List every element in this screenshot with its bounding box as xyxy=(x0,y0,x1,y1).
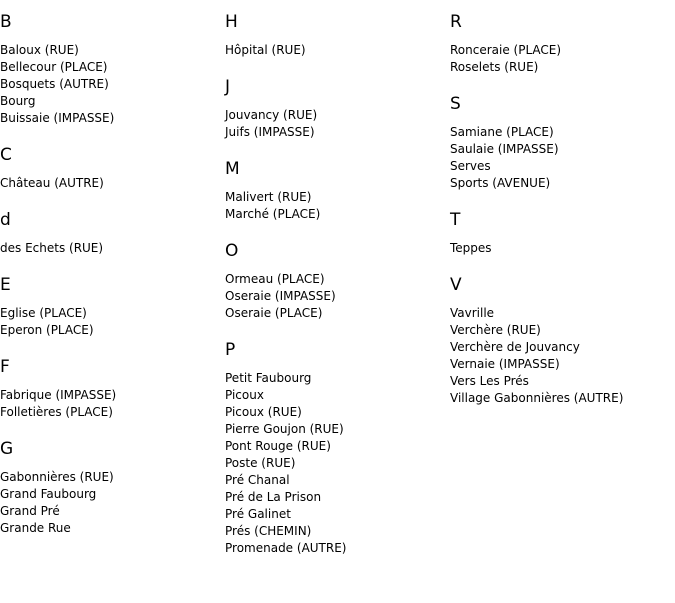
street-link-serves[interactable]: Serves xyxy=(450,159,491,173)
street-link-saulaie-impasse[interactable]: Saulaie (IMPASSE) xyxy=(450,142,559,156)
street-link-roselets-rue[interactable]: Roselets (RUE) xyxy=(450,60,539,74)
letter-heading: G xyxy=(0,439,14,459)
street-link-malivert-rue[interactable]: Malivert (RUE) xyxy=(225,190,312,204)
street-list xyxy=(0,42,225,127)
street-link-teppes[interactable]: Teppes xyxy=(450,241,492,255)
street-link-pre-galinet[interactable]: Pré Galinet xyxy=(225,507,291,521)
street-link-eglise-place[interactable]: Eglise (PLACE) xyxy=(0,306,87,320)
letter-heading: C xyxy=(0,145,12,165)
letter-group-t xyxy=(450,198,675,263)
letter-group-e xyxy=(0,263,225,345)
street-index-column-1 xyxy=(0,0,225,543)
street-link-grand-pre[interactable]: Grand Pré xyxy=(0,504,60,518)
street-link-chateau-autre[interactable]: Château (AUTRE) xyxy=(0,176,104,190)
street-list xyxy=(0,387,225,421)
street-list xyxy=(225,189,450,223)
street-link-bourg[interactable]: Bourg xyxy=(0,94,36,108)
street-link-grande-rue[interactable]: Grande Rue xyxy=(0,521,71,535)
street-link-verchere-de-jouvancy[interactable]: Verchère de Jouvancy xyxy=(450,340,580,354)
street-link-eperon-place[interactable]: Eperon (PLACE) xyxy=(0,323,94,337)
street-link-pont-rouge-rue[interactable]: Pont Rouge (RUE) xyxy=(225,439,331,453)
letter-group-b xyxy=(0,0,225,133)
street-list xyxy=(225,42,450,59)
letter-group-m xyxy=(225,147,450,229)
letter-group-c xyxy=(0,133,225,198)
street-link-jouvancy-rue[interactable]: Jouvancy (RUE) xyxy=(225,108,318,122)
letter-group-s xyxy=(450,82,675,198)
street-index-column-3 xyxy=(450,0,675,413)
street-link-juifs-impasse[interactable]: Juifs (IMPASSE) xyxy=(225,125,315,139)
street-link-bellecour-place[interactable]: Bellecour (PLACE) xyxy=(0,60,108,74)
letter-group-p xyxy=(225,328,450,563)
street-link-village-gabonnieres-autre[interactable]: Village Gabonnières (AUTRE) xyxy=(450,391,624,405)
street-link-marche-place[interactable]: Marché (PLACE) xyxy=(225,207,321,221)
letter-heading: M xyxy=(225,159,240,179)
street-link-ronceraie-place[interactable]: Ronceraie (PLACE) xyxy=(450,43,562,57)
street-link-hopital-rue[interactable]: Hôpital (RUE) xyxy=(225,43,306,57)
street-link-folletieres-place[interactable]: Folletières (PLACE) xyxy=(0,405,113,419)
street-link-promenade-autre[interactable]: Promenade (AUTRE) xyxy=(225,541,347,555)
letter-group-f xyxy=(0,345,225,427)
letter-group-o xyxy=(225,229,450,328)
street-list xyxy=(225,271,450,322)
street-list xyxy=(450,42,675,76)
street-link-petit-faubourg[interactable]: Petit Faubourg xyxy=(225,371,312,385)
street-link-vernaie-impasse[interactable]: Vernaie (IMPASSE) xyxy=(450,357,560,371)
letter-group-v xyxy=(450,263,675,413)
street-link-pre-chanal[interactable]: Pré Chanal xyxy=(225,473,290,487)
street-link-baloux-rue[interactable]: Baloux (RUE) xyxy=(0,43,79,57)
street-list xyxy=(0,469,225,537)
street-list xyxy=(225,107,450,141)
street-link-ormeau-place[interactable]: Ormeau (PLACE) xyxy=(225,272,325,286)
street-link-pre-de-la-prison[interactable]: Pré de La Prison xyxy=(225,490,322,504)
letter-heading: P xyxy=(225,340,236,360)
street-list xyxy=(225,370,450,557)
letter-heading: d xyxy=(0,210,11,230)
street-link-gabonnieres-rue[interactable]: Gabonnières (RUE) xyxy=(0,470,114,484)
letter-heading: S xyxy=(450,94,461,114)
letter-heading: O xyxy=(225,241,239,261)
street-link-fabrique-impasse[interactable]: Fabrique (IMPASSE) xyxy=(0,388,117,402)
street-link-oseraie-place[interactable]: Oseraie (PLACE) xyxy=(225,306,323,320)
street-link-buissaie-impasse[interactable]: Buissaie (IMPASSE) xyxy=(0,111,115,125)
street-link-oseraie-impasse[interactable]: Oseraie (IMPASSE) xyxy=(225,289,336,303)
street-link-pres-chemin[interactable]: Prés (CHEMIN) xyxy=(225,524,312,538)
street-list xyxy=(450,240,675,257)
letter-heading: R xyxy=(450,12,462,32)
street-link-des-echets-rue[interactable]: des Echets (RUE) xyxy=(0,241,104,255)
street-link-samiane-place[interactable]: Samiane (PLACE) xyxy=(450,125,554,139)
letter-heading: H xyxy=(225,12,238,32)
street-link-vavrille[interactable]: Vavrille xyxy=(450,306,495,320)
letter-group-g xyxy=(0,427,225,543)
street-link-verchere-rue[interactable]: Verchère (RUE) xyxy=(450,323,541,337)
street-link-sports-avenue[interactable]: Sports (AVENUE) xyxy=(450,176,551,190)
street-list xyxy=(0,240,225,257)
letter-group-h xyxy=(225,0,450,65)
street-link-picoux-rue[interactable]: Picoux (RUE) xyxy=(225,405,302,419)
street-list xyxy=(0,175,225,192)
letter-heading: B xyxy=(0,12,12,32)
street-list xyxy=(450,305,675,407)
street-list xyxy=(0,305,225,339)
letter-group-r xyxy=(450,0,675,82)
letter-heading: J xyxy=(225,77,231,97)
letter-heading: F xyxy=(0,357,10,377)
letter-heading: E xyxy=(0,275,11,295)
letter-heading: V xyxy=(450,275,462,295)
street-link-vers-les-pres[interactable]: Vers Les Prés xyxy=(450,374,529,388)
street-link-pierre-goujon-rue[interactable]: Pierre Goujon (RUE) xyxy=(225,422,344,436)
letter-group-d xyxy=(0,198,225,263)
letter-heading: T xyxy=(450,210,461,230)
street-link-poste-rue[interactable]: Poste (RUE) xyxy=(225,456,296,470)
street-list xyxy=(450,124,675,192)
street-link-grand-faubourg[interactable]: Grand Faubourg xyxy=(0,487,97,501)
street-link-bosquets-autre[interactable]: Bosquets (AUTRE) xyxy=(0,77,109,91)
street-index-column-2 xyxy=(225,0,450,563)
letter-group-j xyxy=(225,65,450,147)
street-link-picoux[interactable]: Picoux xyxy=(225,388,264,402)
